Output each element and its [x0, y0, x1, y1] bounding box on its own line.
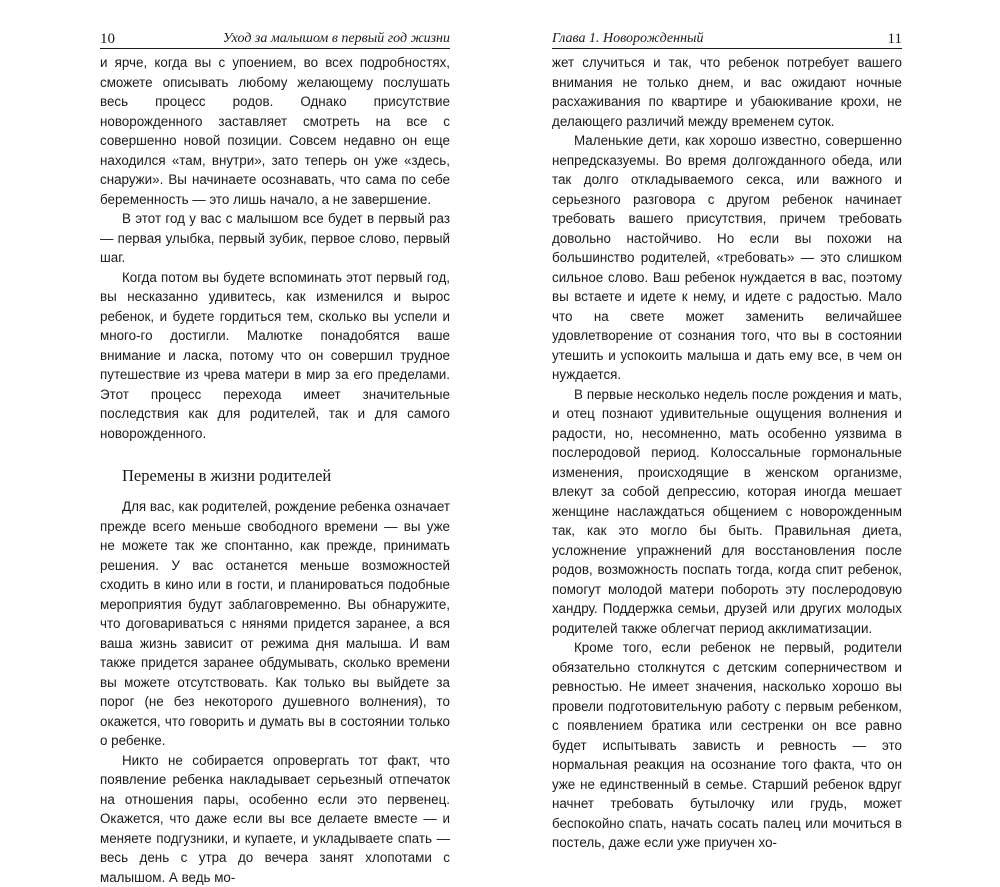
paragraph: Маленькие дети, как хорошо известно, совершенно непредсказуемы. Во время долгожданного обеда, или так долго откладываемого секса, или важного и серьезного разговора с другом ребенок начинает требовать вашего присутствия, причем требовать довольно настойчиво. Но если вы похожи на большинство родителей, «требовать» — это слишком сильное слово. Ваш ребенок нуждается в вас, поэтому вы встаете и идете к нему, и идете с радостью. Мало что на свете может заменить величайшее удовлетворение от сознания того, что вы в состоянии утешить и успокоить малыша и дать ему все, в чем он нуждается. [552, 131, 902, 385]
left-page-header [100, 26, 450, 49]
page-number: 11 [888, 30, 902, 48]
right-page-body [552, 53, 902, 853]
paragraph: В этот год у вас с малышом все будет в первый раз — первая улыбка, первый зубик, первое слово, первый шаг. [100, 209, 450, 268]
paragraph: В первые несколько недель после рождения и мать, и отец познают удивительные ощущения волнения и радости, но, несомненно, мать особенно уязвима в послеродовой период. Колоссальные гормональные изменения, происходящие в женском организме, влекут за собой депрессию, которая иногда мешает женщине наслаждаться общением с новорожденным так, как это могло бы быть. Правильная диета, усложнение упражнений для восстановления после родов, возможность поспать тогда, когда спит ребенок, помогут молодой матери побороть эту послеродовую хандру. Поддержка семьи, друзей или других молодых родителей также облегчат период акклиматизации. [552, 385, 902, 639]
paragraph: и ярче, когда вы с упоением, во всех подробностях, сможете описывать любому желающему послушать весь процесс родов. Однако присутствие новорожденного заставляет смотреть на все с совершенно новой позиции. Совсем недавно он еще находился «там, внутри», зато теперь он уже «здесь, снаружи». Вы начинаете осознавать, что сама по себе беременность — это лишь начало, а не завершение. [100, 53, 450, 209]
running-title: Уход за малышом в первый год жизни [223, 30, 450, 48]
paragraph: Никто не собирается опровергать тот факт, что появление ребенка накладывает серьезный отпечаток на отношения пары, особенно если это первенец. Окажется, что даже если вы все делаете вместе — и меняете подгузники, и купаете, и укладываете спать — весь день с утра до вечера занят хлопотами с малышом. А ведь мо- [100, 751, 450, 887]
paragraph: Для вас, как родителей, рождение ребенка означает прежде всего меньше свободного времени — вы уже не можете так же спонтанно, как прежде, принимать решения. У вас останется меньше возможностей сходить в кино или в гости, и планироваться подобные мероприятия будут заблаговременно. Вы обнаружите, что договариваться с нянями придется заранее, а вся ваша жизнь зависит от режима дня малыша. И вам также придется заранее обдумывать, сколько времени вы можете отсутствовать. Как только вы выйдете за порог (не без некоторого душевного волнения), то окажется, что говорить и думать вы в состоянии только о ребенке. [100, 497, 450, 751]
page-number: 10 [100, 30, 115, 48]
running-title: Глава 1. Новорожденный [552, 30, 704, 48]
paragraph: жет случиться и так, что ребенок потребует вашего внимания не только днем, и вас ожидают ночные расхаживания по квартире и убаюкивание крохи, не делающего различий между временем суток. [552, 53, 902, 131]
right-page [552, 26, 902, 853]
right-page-header [552, 26, 902, 49]
left-page [100, 26, 450, 887]
paragraph: Кроме того, если ребенок не первый, родители обязательно столкнутся с детским соперничеством и ревностью. Не имеет значения, насколько хорошо вы провели подготовительную работу с первым ребенком, с появлением братика или сестренки он все равно будет испытывать зависть и ревность — это нормальная реакция на осознание того факта, что он уже не единственный в семье. Старший ребенок вдруг начнет требовать бутылочку или грудь, может беспокойно спать, начать сосать палец или мочиться в постель, даже если уже приучен хо- [552, 638, 902, 853]
left-page-body [100, 53, 450, 887]
section-heading: Перемены в жизни родителей [122, 466, 450, 486]
paragraph: Когда потом вы будете вспоминать этот первый год, вы несказанно удивитесь, как изменился и вырос ребенок, и будете гордиться тем, сколько вы успели и много-го достигли. Малютке понадобятся ваше внимание и ласка, потому что он совершил трудное путешествие из чрева матери в мир за его пределами. Этот процесс перехода имеет значительные последствия как для родителей, так и для самого новорожденного. [100, 268, 450, 444]
